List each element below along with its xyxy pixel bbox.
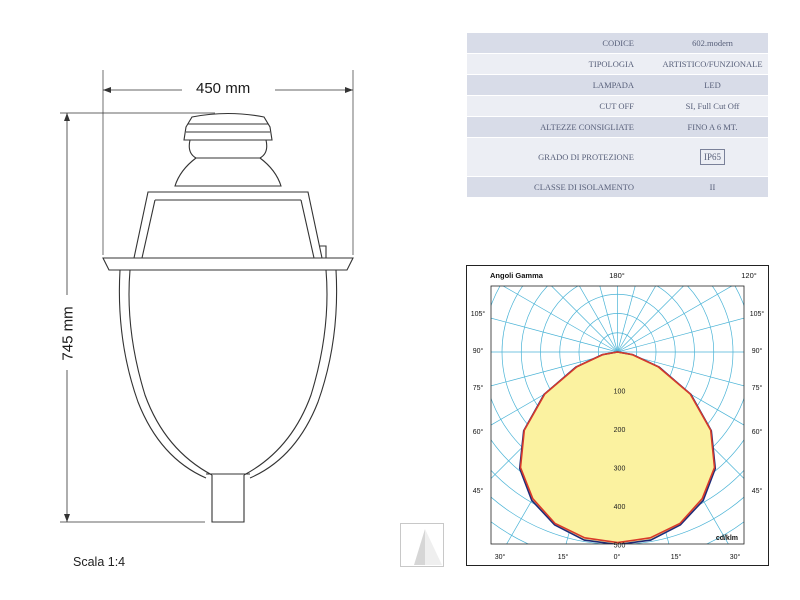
spec-value: SI, Full Cut Off [657,96,768,117]
spec-row [467,33,768,54]
spec-label: TIPOLOGIA [467,54,657,75]
spec-label: GRADO DI PROTEZIONE [467,138,657,177]
angle-label-right: 75° [751,385,763,392]
spec-row [467,138,768,177]
spec-row [467,117,768,138]
radial-tick-label: 100 [613,388,626,396]
angle-label-bottom: 0° [613,554,621,561]
angle-label-left: 90° [472,348,484,355]
spec-row [467,177,768,198]
angle-label-left: 60° [472,429,484,436]
spec-value: II [657,177,768,198]
angle-label-top: 180° [609,271,625,280]
angle-label-top: 120° [741,271,757,280]
angle-label-right: 60° [751,429,763,436]
spec-row [467,54,768,75]
spec-label: CLASSE DI ISOLAMENTO [467,177,657,198]
chart-title: Angoli Gamma [490,271,543,280]
spec-label: CUT OFF [467,96,657,117]
photometric-polar-chart [466,265,769,566]
spec-label: LAMPADA [467,75,657,96]
spec-label: CODICE [467,33,657,54]
angle-label-left: 75° [472,385,484,392]
radial-tick-label: 300 [613,465,626,473]
spec-row [467,75,768,96]
ip-rating-badge: IP65 [700,149,725,165]
spec-value: 602.modern [657,33,768,54]
radial-tick-label: 200 [613,427,626,434]
scale-label: Scala 1:4 [73,555,126,569]
page-corner-icon [400,523,444,567]
spec-row [467,96,768,117]
height-dimension-label: 745 mm [59,306,77,361]
radial-tick-label: 400 [613,504,626,511]
spec-value: LED [657,75,768,96]
polar-grid-spoke [618,265,722,352]
unit-label: cd/klm [715,535,738,542]
angle-label-bottom: 30° [729,554,741,561]
angle-label-right: 90° [751,348,763,355]
spec-table [467,33,768,198]
spec-value: ARTISTICO/FUNZIONALE [657,54,768,75]
angle-label-left: 105° [470,311,486,318]
angle-label-right: 45° [751,488,763,495]
angle-label-left: 45° [472,488,484,495]
width-dimension-label: 450 mm [196,80,251,97]
spec-label: ALTEZZE CONSIGLIATE [467,117,657,138]
angle-label-bottom: 15° [670,554,682,561]
radial-tick-label: 500 [613,542,626,550]
angle-label-bottom: 30° [494,554,506,561]
spec-value: FINO A 6 MT. [657,117,768,138]
angle-label-bottom: 15° [557,554,569,561]
angle-label-right: 105° [749,311,765,318]
